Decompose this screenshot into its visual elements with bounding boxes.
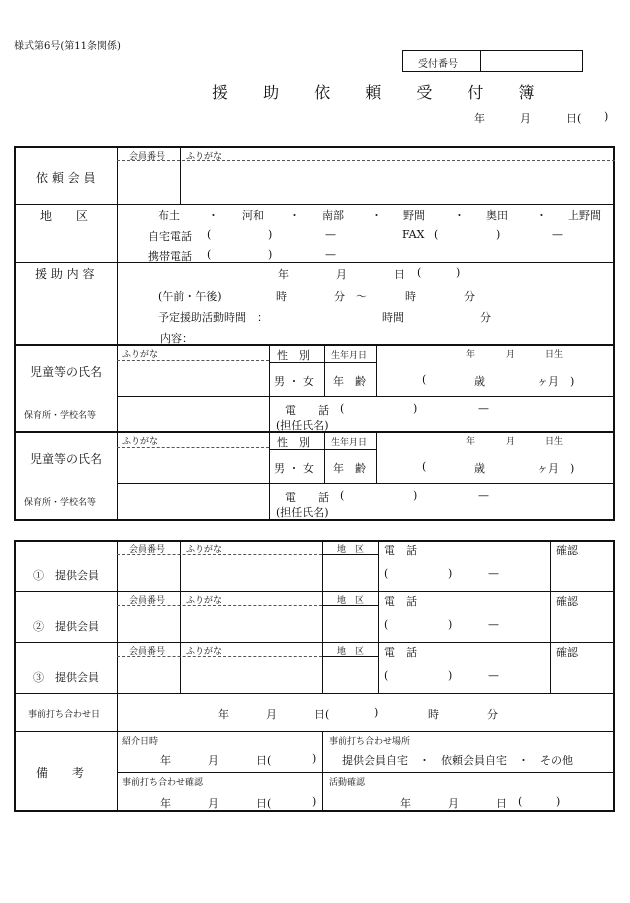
paren: ( [434, 228, 439, 241]
child-age-label: 年 齢 [333, 462, 366, 475]
intro-year: 年 [160, 754, 171, 767]
meeting-place-label: 事前打ち合わせ場所 [329, 737, 411, 747]
paren: ( [340, 402, 345, 415]
meeting-confirm-close: ) [312, 795, 317, 808]
paren: ) [268, 248, 273, 261]
child-birth-month: 月 [506, 437, 516, 447]
request-table [14, 146, 615, 521]
district-option-kaminoma[interactable]: 上野間 [568, 209, 601, 222]
dash: — [488, 618, 499, 631]
start-minute: 分 [334, 290, 345, 303]
paren: ) [413, 489, 418, 502]
paren: ) [448, 567, 453, 580]
reception-number-input[interactable] [484, 53, 579, 69]
dash: — [325, 228, 336, 241]
child-furigana-label: ふりがな [122, 350, 159, 360]
intro-day: 日( [256, 754, 272, 767]
provider-label: ② 提供会員 [33, 620, 99, 633]
paren: ) [456, 266, 461, 279]
mobile-phone-label: 携帯電話 [148, 250, 192, 263]
end-hour: 時 [405, 290, 416, 303]
child-age-years: 歳 [474, 375, 485, 388]
district-separator: ・ [371, 209, 382, 222]
district-separator: ・ [289, 209, 300, 222]
meeting-minute: 分 [487, 708, 498, 721]
meeting-year: 年 [218, 708, 229, 721]
district-option-nanbu[interactable]: 南部 [322, 209, 344, 222]
child-age-months: ヶ月 ) [537, 462, 575, 475]
content-label: 援 助 内 容 [35, 267, 95, 281]
child-age-months: ヶ月 ) [537, 375, 575, 388]
provider-confirm[interactable]: 確認 [556, 544, 578, 557]
district-separator: ・ [536, 209, 547, 222]
dash: — [552, 228, 563, 241]
school-phone-label: 電 話 [285, 491, 329, 504]
intro-date-label: 紹介日時 [122, 737, 159, 747]
start-hour: 時 [276, 290, 287, 303]
header-date-month: 月 [520, 112, 531, 125]
dash: — [325, 248, 336, 261]
district-option-futo[interactable]: 布土 [158, 209, 180, 222]
child-birth-day: 日生 [545, 350, 564, 360]
remarks-label: 備 考 [36, 766, 85, 780]
district-option-okuda[interactable]: 奥田 [486, 209, 508, 222]
ampm-label[interactable]: (午前・午後) [158, 290, 222, 303]
paren: ( [422, 460, 427, 473]
provider-district: 地 区 [337, 545, 365, 555]
provider-furigana: ふりがな [186, 596, 223, 606]
paren: ) [413, 402, 418, 415]
school-label: 保育所・学校名等 [24, 498, 97, 508]
child-gender-label: 性 別 [277, 349, 310, 362]
content-detail-label: 内容： [160, 332, 193, 345]
teacher-label: (担任氏名) [276, 506, 329, 519]
request-member-no-input[interactable] [120, 163, 176, 201]
meeting-confirm-day: 日( [256, 797, 272, 810]
meeting-date-label: 事前打ち合わせ日 [28, 710, 101, 720]
provider-label: ③ 提供会員 [33, 671, 99, 684]
paren: ( [422, 373, 427, 386]
home-phone-label: 自宅電話 [148, 230, 192, 243]
dash: — [488, 567, 499, 580]
provider-phone-label: 電 話 [384, 595, 417, 608]
paren: ( [417, 266, 422, 279]
teacher-label: (担任氏名) [276, 419, 329, 432]
child-name-label: 児童等の氏名 [30, 452, 103, 466]
meeting-confirm-label: 事前打ち合わせ確認 [122, 778, 204, 788]
page-title: 援 助 依 頼 受 付 簿 [212, 83, 550, 102]
child-birth-year: 年 [466, 437, 476, 447]
meeting-confirm-year: 年 [160, 797, 171, 810]
intro-close: ) [312, 752, 317, 765]
dash: — [478, 402, 489, 415]
planned-minutes: 分 [480, 311, 491, 324]
end-minute: 分 [464, 290, 475, 303]
school-label: 保育所・学校名等 [24, 411, 97, 421]
provider-phone-label: 電 話 [384, 646, 417, 659]
request-member-no-label: 会員番号 [129, 152, 166, 162]
paren: ) [448, 669, 453, 682]
meeting-close: ) [374, 706, 379, 719]
provider-member-no: 会員番号 [129, 545, 166, 555]
child-furigana-label: ふりがな [122, 437, 159, 447]
provider-confirm[interactable]: 確認 [556, 595, 578, 608]
district-option-kowa[interactable]: 河和 [242, 209, 264, 222]
provider-district: 地 区 [337, 647, 365, 657]
request-name-input[interactable] [184, 163, 612, 201]
district-option-noma[interactable]: 野間 [403, 209, 425, 222]
planned-hours: 時間 [382, 311, 404, 324]
district-label: 地 区 [40, 209, 89, 223]
child-gender-options[interactable]: 男 ・ 女 [274, 462, 314, 475]
activity-confirm-label: 活動確認 [329, 778, 366, 788]
child-birth-label: 生年月日 [331, 351, 368, 361]
header-date-day: 日( [566, 112, 582, 125]
form-number: 様式第6号(第11条関係) [14, 41, 121, 52]
activity-month: 月 [448, 797, 459, 810]
paren: ( [384, 567, 389, 580]
school-phone-label: 電 話 [285, 404, 329, 417]
dash: — [488, 669, 499, 682]
content-month: 月 [336, 268, 347, 281]
provider-district: 地 区 [337, 596, 365, 606]
paren: ( [384, 618, 389, 631]
paren: ) [496, 228, 501, 241]
child-birth-year: 年 [466, 350, 476, 360]
planned-time-label: 予定援助活動時間 ： [158, 311, 268, 324]
child-age-years: 歳 [474, 462, 485, 475]
header-date-year: 年 [474, 112, 485, 125]
header-date-close: ) [604, 110, 609, 123]
provider-member-no: 会員番号 [129, 647, 166, 657]
content-year: 年 [278, 268, 289, 281]
child-age-label: 年 齢 [333, 375, 366, 388]
provider-confirm[interactable]: 確認 [556, 646, 578, 659]
dash: — [478, 489, 489, 502]
activity-year: 年 [400, 797, 411, 810]
child-gender-label: 性 別 [277, 436, 310, 449]
paren: ( [207, 228, 212, 241]
meeting-day: 日( [314, 708, 330, 721]
child-birth-label: 生年月日 [331, 438, 368, 448]
provider-furigana: ふりがな [186, 545, 223, 555]
provider-label: ① 提供会員 [33, 569, 99, 582]
meeting-confirm-month: 月 [208, 797, 219, 810]
provider-furigana: ふりがな [186, 647, 223, 657]
meeting-place-options[interactable]: 提供会員自宅 ・ 依頼会員自宅 ・ その他 [342, 754, 573, 767]
child-birth-day: 日生 [545, 437, 564, 447]
child-name-label: 児童等の氏名 [30, 365, 103, 379]
activity-day: 日 [496, 797, 507, 810]
paren: ) [268, 228, 273, 241]
paren: ( [207, 248, 212, 261]
wave: 〜 [356, 290, 367, 303]
child-birth-month: 月 [506, 350, 516, 360]
activity-paren-open: ( [518, 795, 523, 808]
reception-number-label: 受付番号 [418, 59, 458, 70]
paren: ) [448, 618, 453, 631]
provider-member-no: 会員番号 [129, 596, 166, 606]
district-separator: ・ [454, 209, 465, 222]
requesting-member-label: 依 頼 会 員 [36, 171, 96, 185]
paren: ( [340, 489, 345, 502]
district-separator: ・ [208, 209, 219, 222]
request-furigana-label: ふりがな [186, 152, 223, 162]
activity-close: ) [556, 795, 561, 808]
content-day: 日 [394, 268, 405, 281]
paren: ( [384, 669, 389, 682]
child-gender-options[interactable]: 男 ・ 女 [274, 375, 314, 388]
meeting-month: 月 [266, 708, 277, 721]
provider-phone-label: 電 話 [384, 544, 417, 557]
meeting-hour: 時 [428, 708, 439, 721]
fax-label: FAX [402, 228, 425, 241]
intro-month: 月 [208, 754, 219, 767]
